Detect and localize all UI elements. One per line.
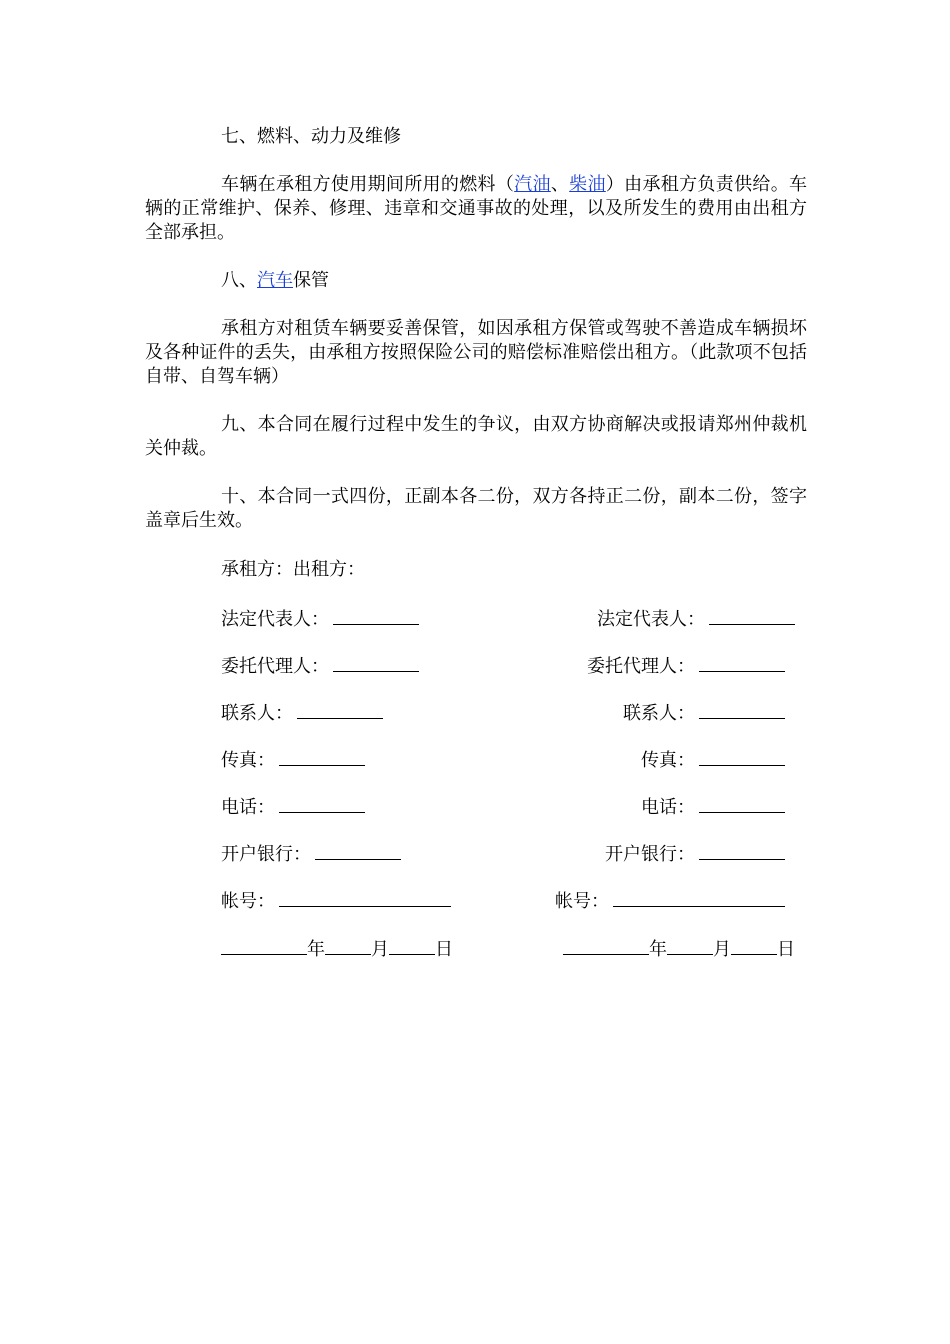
lessor-month-label: 月 xyxy=(713,939,731,960)
section-8-heading xyxy=(221,269,883,293)
lessee-contact-blank[interactable] xyxy=(297,700,383,719)
parties-line: 承租方：出租方： xyxy=(221,559,365,580)
lessor-year-blank[interactable] xyxy=(563,936,649,955)
lessee-contact-label: 联系人： xyxy=(221,703,293,724)
lessor-legal-rep-blank[interactable] xyxy=(709,606,795,625)
lessee-month-label: 月 xyxy=(371,939,389,960)
lessor-agent xyxy=(587,652,785,678)
lessee-account-blank[interactable] xyxy=(279,888,451,907)
section-8-text: 承租方对租赁车辆要妥善保管，如因承租方保管或驾驶不善造成车辆损坏及各种证件的丢失，由承租方按照保险公司的赔偿标准赔偿出租方。（此款项不包括自带、自驾车辆） xyxy=(145,318,807,387)
lessee-bank-label: 开户银行： xyxy=(221,844,311,865)
lessor-account-label: 帐号： xyxy=(555,891,609,912)
section-8-body xyxy=(145,317,807,389)
lessee-legal-rep-label: 法定代表人： xyxy=(221,609,329,630)
lessor-bank xyxy=(605,840,785,866)
lessee-day-blank[interactable] xyxy=(389,936,435,955)
lessor-month-blank[interactable] xyxy=(667,936,713,955)
sig-row-date xyxy=(0,935,950,961)
link-car[interactable]: 汽车 xyxy=(257,270,293,291)
lessor-contact-label: 联系人： xyxy=(623,703,695,724)
section-8-suffix: 保管 xyxy=(293,270,329,291)
lessee-phone xyxy=(221,793,365,819)
lessor-phone-label: 电话： xyxy=(641,797,695,818)
lessee-fax-blank[interactable] xyxy=(279,747,365,766)
lessee-bank-blank[interactable] xyxy=(315,841,401,860)
lessor-fax-label: 传真： xyxy=(641,750,695,771)
lessor-legal-rep-label: 法定代表人： xyxy=(597,609,705,630)
section-10-body xyxy=(145,485,807,533)
link-gasoline[interactable]: 汽油 xyxy=(514,174,551,195)
lessor-day-blank[interactable] xyxy=(731,936,777,955)
section-7-text-b: ）由承租方负责供给。车辆的正常维护、保养、修理、违章和交通事故的处理，以及所发生的费用由出租方全部承担。 xyxy=(145,174,808,243)
lessee-account xyxy=(221,887,451,913)
sig-row-account xyxy=(0,887,950,913)
sig-row-contact xyxy=(0,699,950,725)
lessee-phone-label: 电话： xyxy=(221,797,275,818)
lessor-bank-label: 开户银行： xyxy=(605,844,695,865)
lessor-fax xyxy=(641,746,785,772)
lessor-date xyxy=(563,935,795,961)
lessee-year-blank[interactable] xyxy=(221,936,307,955)
lessee-fax xyxy=(221,746,365,772)
lessee-fax-label: 传真： xyxy=(221,750,275,771)
lessee-agent-label: 委托代理人： xyxy=(221,656,329,677)
lessee-legal-rep xyxy=(221,605,419,631)
lessor-agent-blank[interactable] xyxy=(699,653,785,672)
lessee-agent xyxy=(221,652,419,678)
link-diesel[interactable]: 柴油 xyxy=(569,174,606,195)
lessee-contact xyxy=(221,699,383,725)
lessee-day-label: 日 xyxy=(435,939,453,960)
sig-row-phone xyxy=(0,793,950,819)
lessee-date xyxy=(221,935,453,961)
section-9-body xyxy=(145,413,807,461)
section-7-body xyxy=(145,173,807,245)
lessor-day-label: 日 xyxy=(777,939,795,960)
lessee-year-label: 年 xyxy=(307,939,325,960)
sig-row-agent xyxy=(0,652,950,678)
lessor-phone xyxy=(641,793,785,819)
lessee-bank xyxy=(221,840,401,866)
lessor-legal-rep xyxy=(597,605,795,631)
section-7-heading: 七、燃料、动力及维修 xyxy=(221,126,401,147)
lessor-account-blank[interactable] xyxy=(613,888,785,907)
section-9-text: 九、本合同在履行过程中发生的争议，由双方协商解决或报请郑州仲裁机关仲裁。 xyxy=(145,414,807,459)
lessee-agent-blank[interactable] xyxy=(333,653,419,672)
section-7-sep: 、 xyxy=(550,174,570,195)
lessee-legal-rep-blank[interactable] xyxy=(333,606,419,625)
section-8-prefix: 八、 xyxy=(221,270,257,291)
lessee-account-label: 帐号： xyxy=(221,891,275,912)
lessee-phone-blank[interactable] xyxy=(279,794,365,813)
lessor-year-label: 年 xyxy=(649,939,667,960)
section-7-text-a: 车辆在承租方使用期间所用的燃料（ xyxy=(221,174,515,195)
lessor-bank-blank[interactable] xyxy=(699,841,785,860)
lessor-account xyxy=(555,887,785,913)
lessor-contact xyxy=(623,699,785,725)
sig-row-bank xyxy=(0,840,950,866)
section-10-text: 十、本合同一式四份，正副本各二份，双方各持正二份，副本二份，签字盖章后生效。 xyxy=(145,486,807,531)
lessor-agent-label: 委托代理人： xyxy=(587,656,695,677)
lessee-month-blank[interactable] xyxy=(325,936,371,955)
lessor-contact-blank[interactable] xyxy=(699,700,785,719)
lessor-fax-blank[interactable] xyxy=(699,747,785,766)
sig-row-legal-rep xyxy=(0,605,950,631)
lessor-phone-blank[interactable] xyxy=(699,794,785,813)
sig-row-fax xyxy=(0,746,950,772)
